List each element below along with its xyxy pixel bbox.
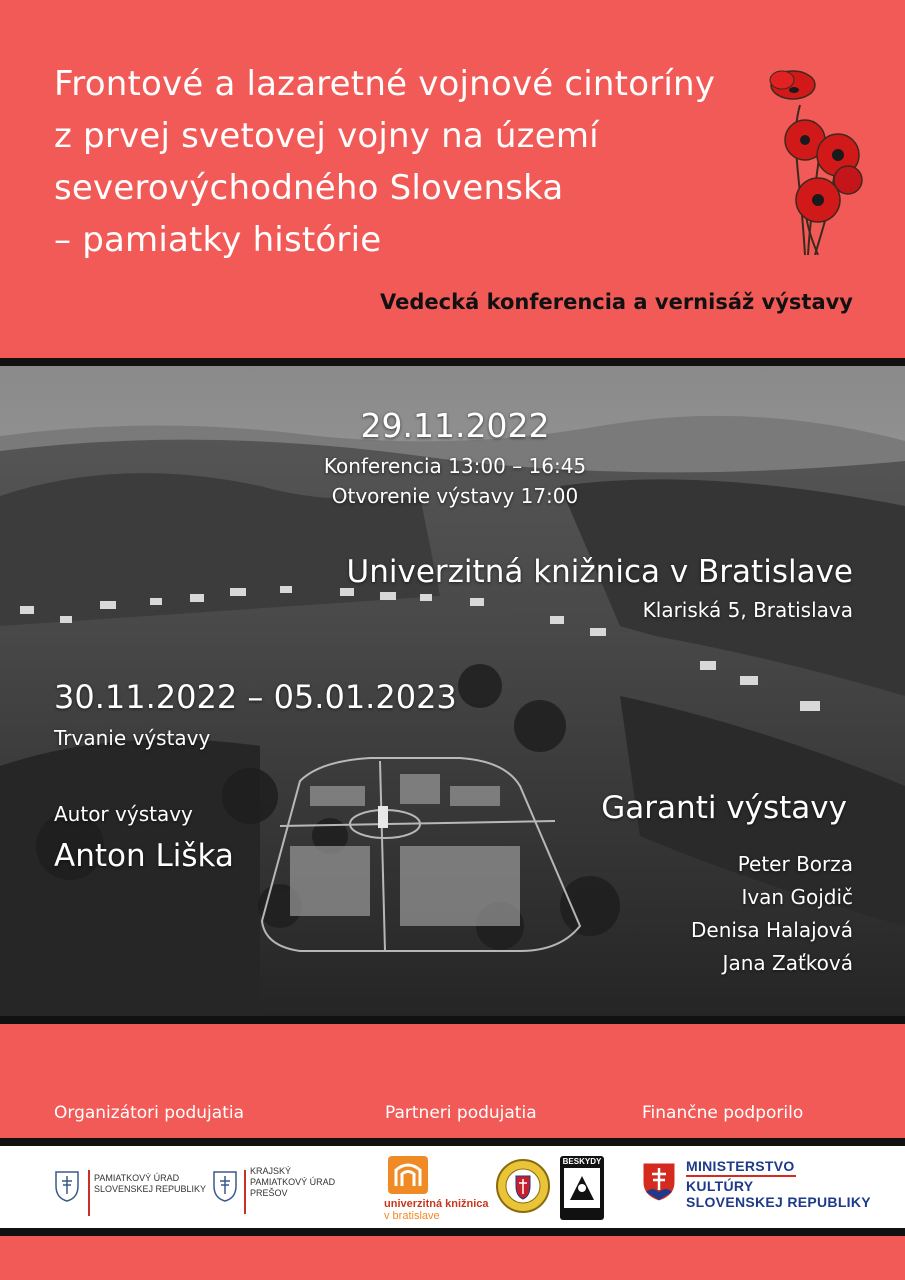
kpu-line-1: KRAJSKÝ xyxy=(250,1166,292,1176)
exhibition-dates: 30.11.2022 – 05.01.2023 xyxy=(54,678,457,716)
slovak-coat-of-arms-icon xyxy=(212,1170,238,1202)
poppy-flowers-icon xyxy=(760,60,870,255)
venue-name: Univerzitná knižnica v Bratislave xyxy=(346,554,853,590)
title-line-2: z prvej svetovej vojny na území xyxy=(54,116,599,156)
footer-labels xyxy=(0,1103,905,1127)
title-line-1: Frontové a lazaretné vojnové cintoríny xyxy=(54,64,716,104)
organizers-label: Organizátori podujatia xyxy=(54,1103,245,1123)
divider-band-bottom xyxy=(0,1016,905,1024)
guarantor-name: Jana Zaťková xyxy=(722,951,853,975)
divider-band-logos-bottom xyxy=(0,1228,905,1236)
slovak-coat-of-arms-icon xyxy=(54,1170,80,1202)
univerzitna-kniznica-logo xyxy=(384,1156,494,1220)
partners-label: Partneri podujatia xyxy=(385,1103,537,1123)
funding-label: Finančne podporilo xyxy=(642,1103,804,1123)
author-label: Autor výstavy xyxy=(54,802,193,826)
guarantor-name: Denisa Halajová xyxy=(691,918,853,942)
divider-band-top xyxy=(0,358,905,366)
exhibition-duration-label: Trvanie výstavy xyxy=(54,726,211,750)
sponsor-logos-bar xyxy=(0,1146,905,1228)
kpu-line-2: PAMIATKOVÝ ÚRAD xyxy=(250,1177,336,1187)
guarantor-name: Peter Borza xyxy=(737,852,853,876)
title-line-4: – pamiatky histórie xyxy=(54,220,382,260)
guarantor-name: Ivan Gojdič xyxy=(741,885,853,909)
ukb-line-1: univerzitná knižnica xyxy=(384,1198,489,1210)
venue-address: Klariská 5, Bratislava xyxy=(642,598,853,622)
event-subtitle: Vedecká konferencia a vernisáž výstavy xyxy=(380,290,853,314)
opening-time: Otvorenie výstavy 17:00 xyxy=(331,484,579,508)
ministry-line-3: SLOVENSKEJ REPUBLIKY xyxy=(686,1194,871,1210)
ministry-line-1: MINISTERSTVO xyxy=(686,1158,795,1174)
beskydy-text: BESKYDY xyxy=(562,1157,602,1166)
kpu-line-3: PREŠOV xyxy=(250,1188,288,1198)
header-section xyxy=(0,0,905,358)
pu-line-1: PAMIATKOVÝ ÚRAD xyxy=(94,1173,180,1183)
ministry-line-2: KULTÚRY xyxy=(686,1178,754,1194)
divider-band-logos-top xyxy=(0,1138,905,1146)
guarantors-heading: Garanti výstavy xyxy=(601,790,847,826)
page-title xyxy=(54,58,744,266)
event-date: 29.11.2022 xyxy=(360,406,550,445)
ukb-line-2: v bratislave xyxy=(384,1210,440,1222)
author-name: Anton Liška xyxy=(54,838,234,874)
library-building-icon xyxy=(388,1156,428,1194)
cemetery-aerial-photo xyxy=(0,366,905,1016)
title-line-3: severovýchodného Slovenska xyxy=(54,168,564,208)
guarantors-list xyxy=(691,848,853,980)
slovak-coat-of-arms-icon xyxy=(642,1162,676,1202)
pu-line-2: SLOVENSKEJ REPUBLIKY xyxy=(94,1184,207,1194)
conference-time: Konferencia 13:00 – 16:45 xyxy=(323,454,587,478)
military-history-badge-icon xyxy=(496,1152,550,1220)
